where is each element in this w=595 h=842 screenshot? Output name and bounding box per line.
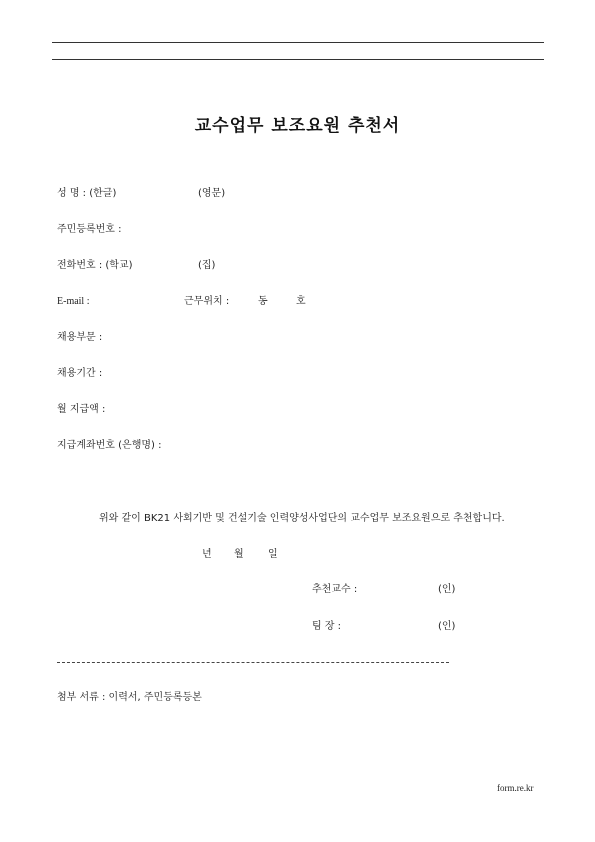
- date-year: 년: [202, 549, 212, 560]
- phone-school-field: 전화번호 : (학교): [57, 260, 133, 271]
- date-day: 일: [268, 549, 278, 560]
- phone-home-field: (집): [198, 260, 216, 271]
- account-field: 지급계좌번호 (은행명) :: [57, 440, 162, 451]
- top-rule-1: [52, 42, 544, 43]
- document-title: 교수업무 보조요원 추천서: [194, 116, 401, 136]
- name-english-field: (영문): [198, 188, 226, 199]
- name-field: 성 명 : (한글): [57, 188, 117, 199]
- workplace-field: 근무위치 :: [184, 296, 230, 307]
- workplace-ho: 호: [296, 296, 306, 307]
- separator-dashed-line: [57, 662, 449, 663]
- footer-source: form.re.kr: [497, 783, 534, 793]
- resident-number-field: 주민등록번호 :: [57, 224, 122, 235]
- leader-seal: (인): [438, 621, 456, 632]
- recommendation-statement: 위와 같이 BK21 사회기반 및 건설기술 인력양성사업단의 교수업무 보조요원으로 추천합니다.: [99, 513, 505, 524]
- department-field: 채용부문 :: [57, 332, 103, 343]
- top-rule-2: [52, 59, 544, 60]
- date-month: 월: [234, 549, 244, 560]
- period-field: 채용기간 :: [57, 368, 103, 379]
- workplace-dong: 동: [258, 296, 268, 307]
- professor-signature-label: 추천교수 :: [312, 584, 358, 595]
- professor-seal: (인): [438, 584, 456, 595]
- salary-field: 월 지급액 :: [57, 404, 106, 415]
- attachments-note: 첨부 서류 : 이력서, 주민등록등본: [57, 692, 202, 703]
- leader-signature-label: 팀 장 :: [312, 621, 342, 632]
- email-field: E-mail :: [57, 296, 90, 307]
